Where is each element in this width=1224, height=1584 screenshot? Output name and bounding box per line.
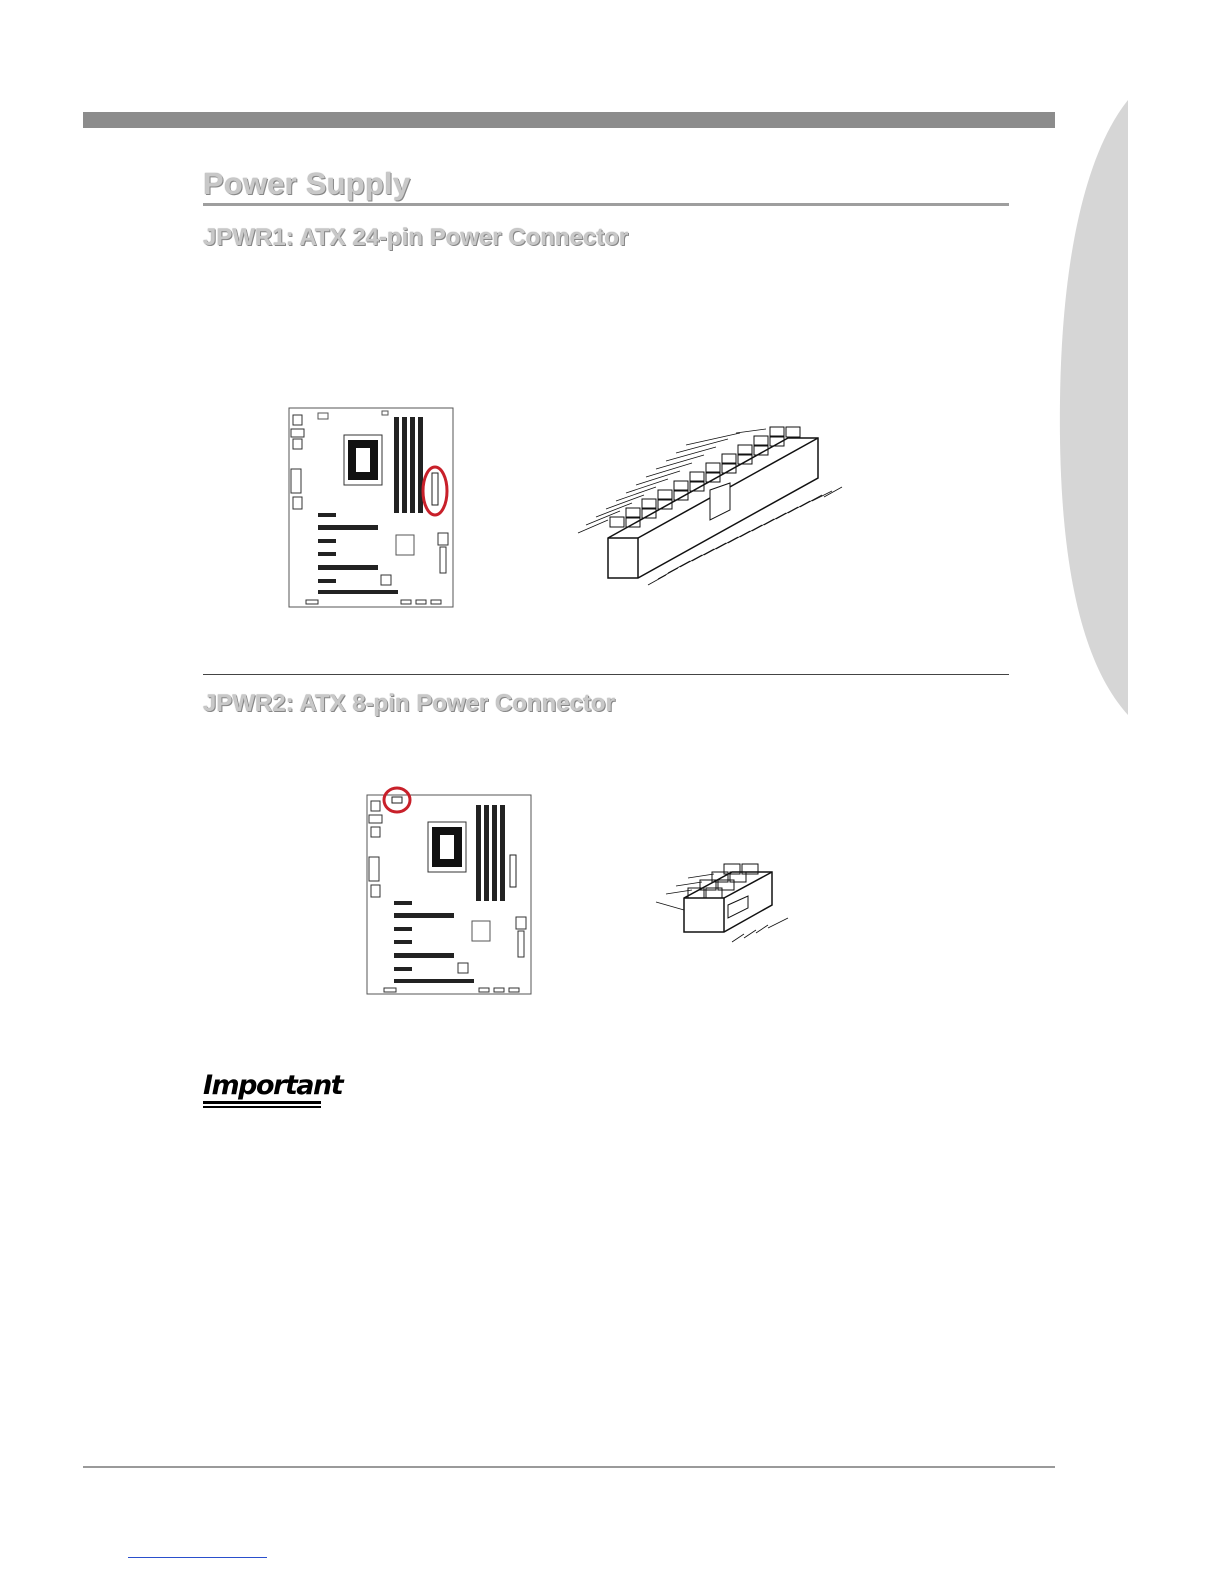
motherboard-diagram-jpwr2 (364, 785, 534, 997)
footer-rule (83, 1466, 1055, 1468)
section-title: Power Supply (203, 166, 411, 201)
important-label: Important (203, 1070, 343, 1101)
important-underline-2 (203, 1106, 321, 1108)
chapter-side-tab (1058, 100, 1224, 715)
atx-8pin-connector-diagram (652, 860, 792, 950)
section-divider (203, 674, 1009, 675)
header-bar (83, 112, 1055, 128)
section-title-underline (203, 203, 1009, 206)
jpwr1-title: JPWR1: ATX 24-pin Power Connector (203, 224, 629, 251)
motherboard-diagram-jpwr1 (286, 405, 456, 610)
atx-24pin-connector-diagram (570, 425, 850, 595)
jpwr2-title: JPWR2: ATX 8-pin Power Connector (203, 690, 616, 717)
important-underline-1 (203, 1101, 321, 1104)
footer-link-underline[interactable] (128, 1557, 267, 1558)
